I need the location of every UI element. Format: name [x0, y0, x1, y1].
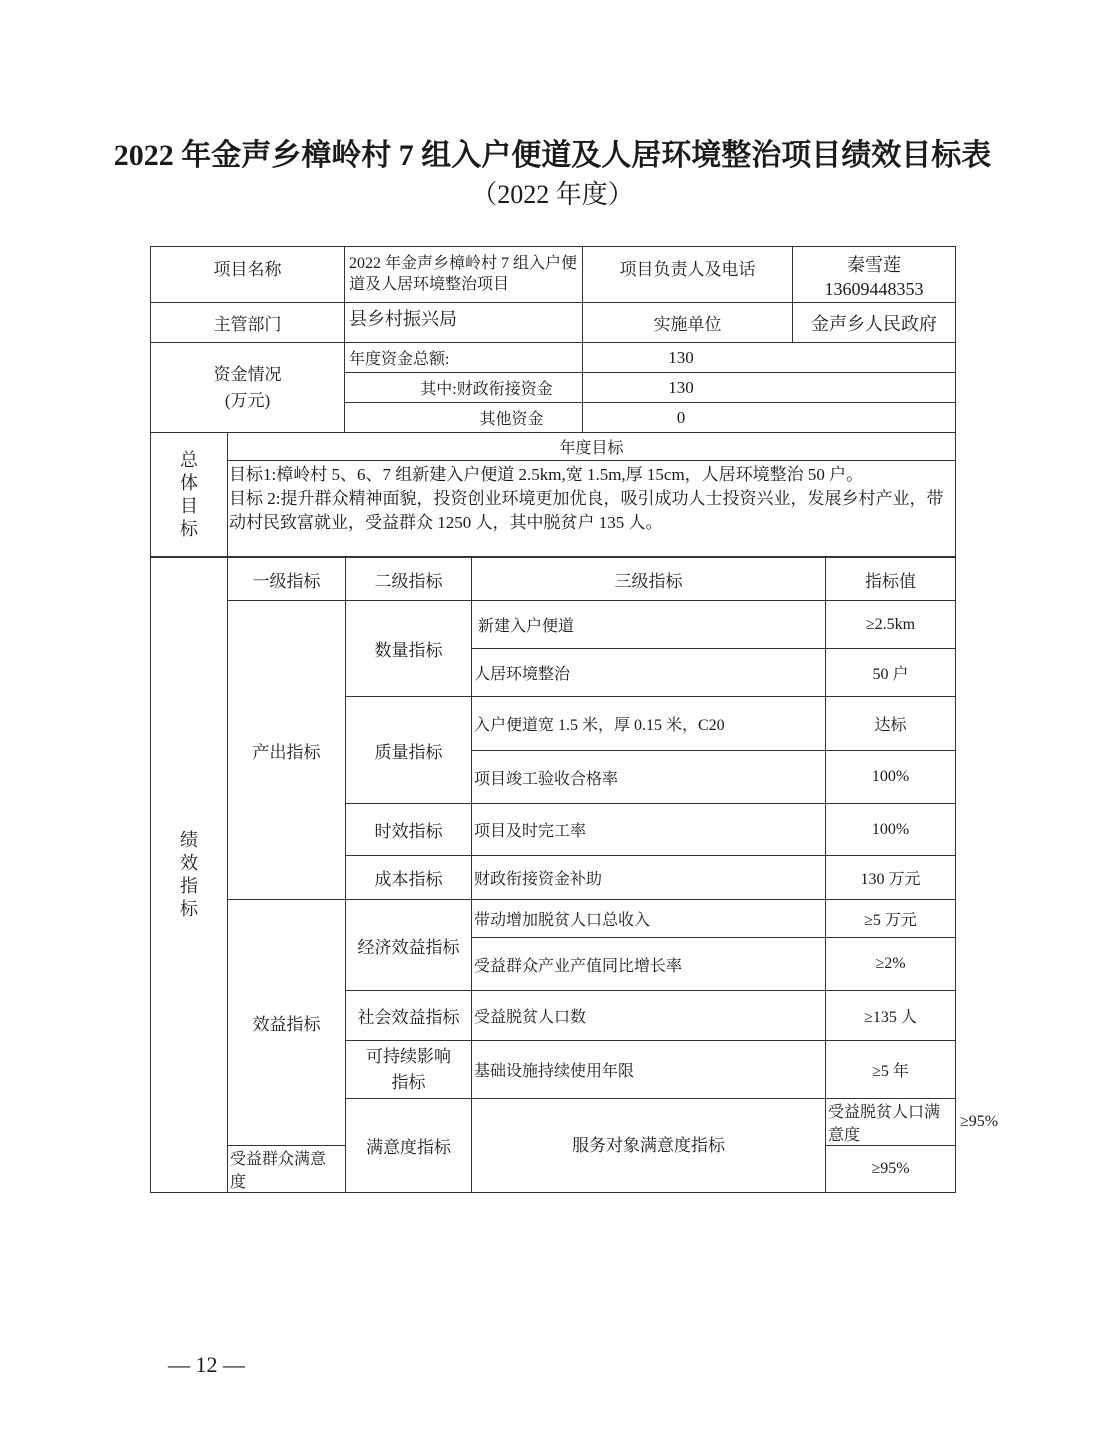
indicator-value: ≥2.5km	[826, 601, 956, 649]
indicator-value: 100%	[826, 751, 956, 804]
level2-timeliness: 时效指标	[346, 804, 472, 856]
level2-sustainable: 可持续影响指标	[346, 1041, 472, 1099]
indicator-value: 130 万元	[826, 856, 956, 900]
indicator-label-char: 标	[180, 899, 198, 919]
funds-total-value: 130	[583, 343, 956, 373]
level2-service: 服务对象满意度指标	[472, 1099, 826, 1193]
indicator-label-char: 指	[180, 876, 198, 896]
project-lead-name: 秦雪莲	[847, 255, 901, 275]
overall-label-char: 标	[180, 518, 198, 539]
goal-2: 目标 2:提升群众精神面貌，投资创业环境更加优良，吸引成功人士投资兴业，发展乡村产业，带动村民致富就业，受益群众 1250 人，其中脱贫户 135 人。	[229, 489, 944, 532]
indicator-value: 达标	[826, 697, 956, 751]
indicator-name: 受益群众产业产值同比增长率	[472, 938, 826, 991]
dept-label: 主管部门	[151, 303, 345, 343]
indicator-value: ≥2%	[826, 938, 956, 991]
level2-cost: 成本指标	[346, 856, 472, 900]
performance-indicator-table: 绩 效 指 标 一级指标 二级指标 三级指标 指标值 产出指标 数量指标 新建入户便道 ≥2.5km 人居环境整治 50 户 质量指标 入户便道宽 1.5 米，厚 0.15 米，C20 达标 项目竣工验收合格率 100% 时效指标 项目及时完工率 100% 成本指标 财政衔接资金补助 130 万元 效益指标 经济效益指标 带动增加脱贫人口总收入 ≥5 万元 受益群众产业产值同比增长率 ≥2% 社会效益指标 受益脱贫人口数 ≥135 人 可持续影响指标 基础设施持续使用年限 ≥5 年 满意度指标 服务对象满意度指标 受益脱贫人口满意度 ≥95% 受益群众满意度 ≥95%	[150, 557, 956, 1193]
indicator-value: ≥5 年	[826, 1041, 956, 1099]
indicator-value: ≥95%	[826, 1146, 956, 1193]
funds-fiscal-value: 130	[583, 373, 956, 403]
annual-goal-header: 年度目标	[228, 433, 956, 461]
project-lead-cell	[793, 247, 956, 303]
indicator-name: 带动增加脱贫人口总收入	[472, 900, 826, 938]
level1-output: 产出指标	[228, 601, 346, 900]
indicator-name: 新建入户便道	[472, 601, 826, 649]
overall-label-char: 目	[180, 495, 198, 516]
indicator-value: 50 户	[826, 649, 956, 697]
document-subtitle: （2022 年度）	[471, 180, 634, 209]
funds-other-value: 0	[583, 403, 956, 433]
funds-label-cell	[151, 343, 345, 433]
project-lead-phone: 13609448353	[824, 279, 924, 299]
header-level3: 三级指标	[472, 558, 826, 601]
dept-value: 县乡村振兴局	[345, 303, 583, 343]
project-lead-label: 项目负责人及电话	[583, 247, 793, 303]
document-title: 2022 年金声乡樟岭村 7 组入户便道及人居环境整治项目绩效目标表	[113, 139, 992, 172]
overall-label-char: 总	[180, 449, 198, 470]
indicator-name: 项目及时完工率	[472, 804, 826, 856]
funds-label: 资金情况	[213, 364, 282, 384]
indicator-name: 受益脱贫人口数	[472, 991, 826, 1041]
indicator-name: 项目竣工验收合格率	[472, 751, 826, 804]
level2-quantity: 数量指标	[346, 601, 472, 697]
indicator-name: 入户便道宽 1.5 米，厚 0.15 米，C20	[472, 697, 826, 751]
indicator-name: 受益脱贫人口满意度	[826, 1099, 956, 1146]
level1-satisfaction: 满意度指标	[346, 1099, 472, 1193]
indicator-name: 基础设施持续使用年限	[472, 1041, 826, 1099]
overall-goal-label	[151, 433, 228, 557]
indicator-value: ≥5 万元	[826, 900, 956, 938]
indicator-name: 财政衔接资金补助	[472, 856, 826, 900]
unit-value: 金声乡人民政府	[793, 303, 956, 343]
level2-social: 社会效益指标	[346, 991, 472, 1041]
overall-label-char: 体	[180, 472, 198, 493]
indicator-label-char: 绩	[180, 830, 198, 850]
indicator-label-char: 效	[180, 853, 198, 873]
level1-benefit: 效益指标	[228, 900, 346, 1146]
header-value: 指标值	[826, 558, 956, 601]
funds-fiscal-label: 其中:财政衔接资金	[345, 373, 583, 403]
header-level2: 二级指标	[346, 558, 472, 601]
project-info-table	[150, 246, 956, 557]
page-number: — 12 —	[168, 1352, 245, 1377]
indicator-name: 受益群众满意度	[228, 1146, 346, 1193]
unit-label: 实施单位	[583, 303, 793, 343]
level2-economic: 经济效益指标	[346, 900, 472, 991]
goal-1: 目标1:樟岭村 5、6、7 组新建入户便道 2.5km,宽 1.5m,厚 15cm，人居环境整治 50 户。	[229, 465, 864, 484]
indicator-section-label	[151, 558, 228, 1193]
indicator-value: ≥135 人	[826, 991, 956, 1041]
funds-unit: (万元)	[224, 390, 271, 410]
funds-total-label: 年度资金总额:	[345, 343, 583, 373]
project-name-value: 2022 年金声乡樟岭村 7 组入户便道及人居环境整治项目	[345, 247, 583, 303]
funds-other-label: 其他资金	[345, 403, 583, 433]
indicator-value: 100%	[826, 804, 956, 856]
header-level1: 一级指标	[228, 558, 346, 601]
level2-quality: 质量指标	[346, 697, 472, 804]
project-name-label: 项目名称	[151, 247, 345, 303]
annual-goal-text	[228, 461, 956, 557]
indicator-name: 人居环境整治	[472, 649, 826, 697]
